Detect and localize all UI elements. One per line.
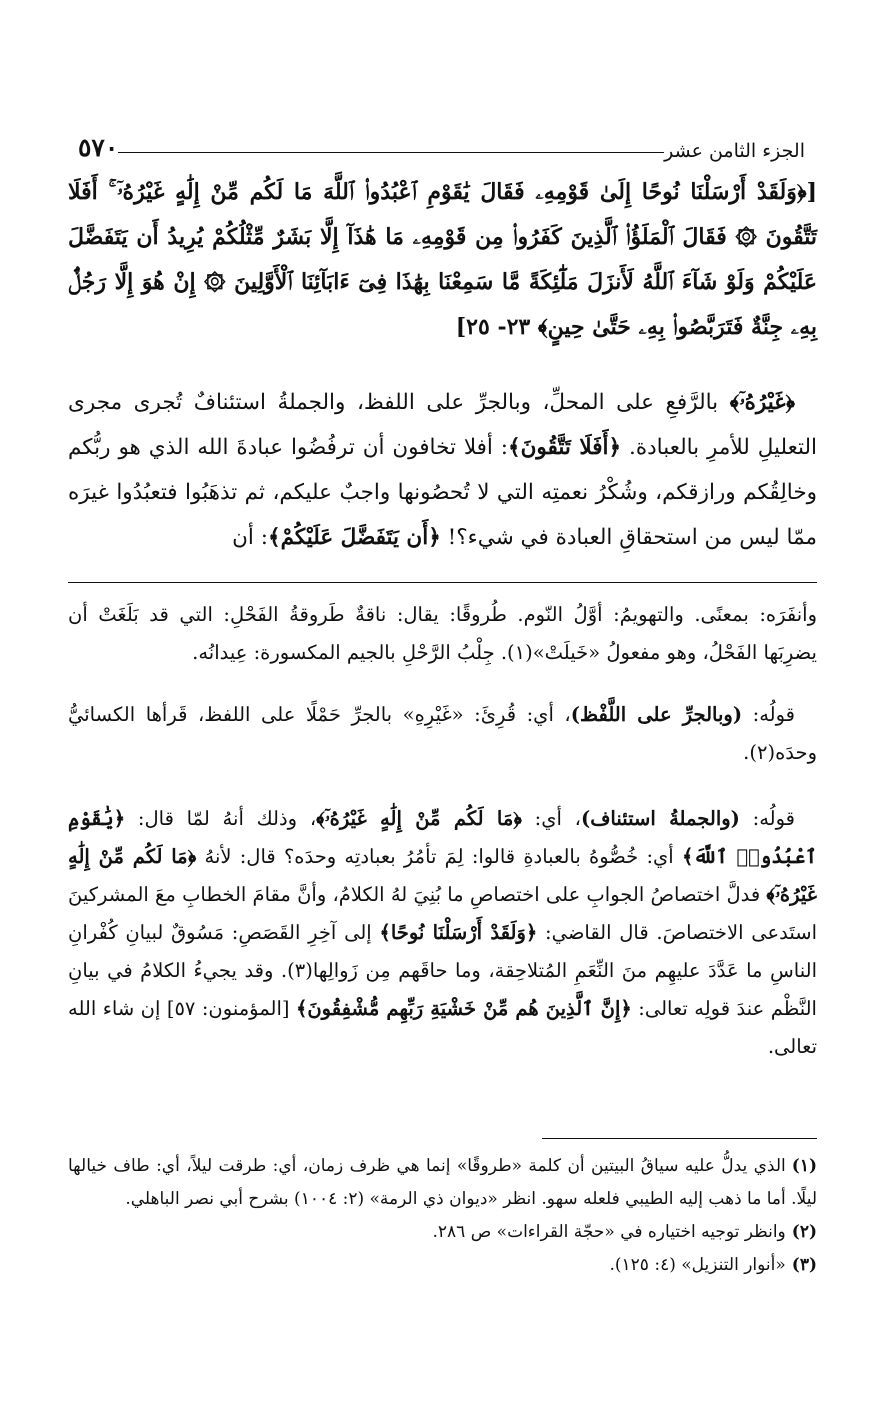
footnote-divider bbox=[542, 1138, 817, 1139]
gloss-paragraph bbox=[68, 800, 817, 1066]
gloss-segment: إلى آخِرِ القَصَصِ: مَسُوقٌ لبيانِ كُفْرانِ الناسِ ما عَدَّدَ عليهِم منَ النِّعَمِ المُتلاحِقة، وما حاقَهم مِن زَوالِها(٣). وقد يجيءُ الكلامُ في بيانِ النَّظْم عندَ قولِه تعالى: bbox=[68, 921, 817, 1020]
quran-quote: ﴿غَيْرُهُۥٓ﴾ bbox=[729, 390, 795, 415]
footnote-number: (١) bbox=[791, 1156, 817, 1176]
footnote-number: (٣) bbox=[791, 1255, 817, 1275]
page-header bbox=[68, 122, 815, 162]
footnote-text: الذي يدلُّ عليه سياقُ البيتين أن كلمة «طروقًا» إنما هي ظرف زمان، أي: طرقت ليلاً، أي: طاف خيالها ليلًا. أما ما ذهب إليه الطيبي فلعله سهو. انظر «ديوان ذي الرمة» (٢: ١٠٠٤) بشرح أبي نصر الباهلي. bbox=[68, 1156, 817, 1209]
commentary-text bbox=[68, 380, 817, 560]
gloss-lemma: (والجملةُ استئناف) bbox=[580, 807, 740, 830]
gloss-segment: ، أي: bbox=[521, 807, 581, 830]
gloss-segment: ، وذلك أنهُ لمّا قال: bbox=[125, 807, 317, 830]
quran-verse-block: [﴿وَلَقَدْ أَرْسَلْنَا نُوحًا إِلَىٰ قَوْمِهِۦ فَقَالَ يَٰقَوْمِ ٱعْبُدُوا۟ ٱللَّهَ مَا لَكُم مِّنْ إِلَٰهٍ غَيْرُهُۥٓ ۚ أَفَلَا تَتَّقُونَ ۞ فَقَالَ ٱلْمَلَؤُا۟ ٱلَّذِينَ كَفَرُوا۟ مِن قَوْمِهِۦ مَا هَٰذَآ إِلَّا بَشَرٌ مِّثْلُكُمْ يُرِيدُ أَن يَتَفَضَّلَ عَلَيْكُمْ وَلَوْ شَآءَ ٱللَّهُ لَأَنزَلَ مَلَٰٓئِكَةً مَّا سَمِعْنَا بِهَٰذَا فِىٓ ءَابَآئِنَا ٱلْأَوَّلِينَ ۞ إِنْ هُوَ إِلَّا رَجُلٌۢ بِهِۦ جِنَّةٌ فَتَرَبَّصُوا۟ بِهِۦ حَتَّىٰ حِينٍ﴾ ٢٣- ٢٥] bbox=[68, 179, 817, 340]
quran-quote: ﴿إِنَّ ٱلَّذِينَ هُم مِّنْ خَشْيَةِ رَبِّهِم مُّشْفِقُونَ﴾ bbox=[295, 997, 632, 1020]
footnote-item bbox=[68, 1150, 817, 1216]
quran-quote: ﴿مَا لَكُم مِّنْ إِلَٰهٍ غَيْرُهُۥٓ﴾ bbox=[316, 807, 522, 830]
gloss-segment: [المؤمنون: ٥٧] إن شاء الله تعالى. bbox=[68, 997, 817, 1058]
section-divider bbox=[68, 582, 817, 583]
quran-quote: ﴿وَلَقَدْ أَرْسَلْنَا نُوحًا﴾ bbox=[379, 921, 538, 944]
gloss-segment: فدلَّ اختصاصُ الجوابِ على اختصاصِ ما بُنِيَ لهُ الكلامُ، وأنَّ مقامَ الخطابِ معَ المشركينَ استَدعى الاختصاصَ. قال القاضي: bbox=[68, 883, 817, 944]
footnotes bbox=[68, 1150, 817, 1282]
part-title: الجزء الثامن عشر bbox=[664, 140, 805, 162]
footnote-text: وانظر توجيه اختياره في «حجّة القراءات» ص ٢٨٦. bbox=[432, 1222, 786, 1242]
gloss-paragraph: وأنفَرَه: بمعنًى. والتهويمُ: أوَّلُ النّوم. طُروقًا: يقال: ناقةٌ طَروقةُ الفَحْلِ: التي قد بَلَغَتْ أن يضرِبَها الفَحْلُ، وهو مفعولُ «خَيلَتْ»(١). جِلْبُ الرَّحْلِ بالجيم المكسورة: عِيدانُه. bbox=[68, 603, 817, 664]
quran-quote: ﴿يَٰقَوْمِ ٱعْبُدُوا۟ ٱللَّهَ﴾ bbox=[68, 807, 817, 868]
commentary-segment: : أفلا تخافون أن ترفُضُوا عبادةَ الله الذي هو ربُّكم وخالِقُكم ورازقكم، وشُكْرُ نعمتِه التي لا تُحصُونها واجبٌ عليكم، ثم تذهَبُوا فتعبُدُوا غيرَه ممّا ليس من استحقاقِ العبادة في شيء؟! bbox=[68, 435, 817, 550]
commentary-segment: : أن bbox=[232, 525, 268, 550]
gloss-lemma: (وبالجرِّ على اللَّفْظ) bbox=[570, 703, 743, 726]
gloss-segment: قولُه: bbox=[739, 807, 796, 830]
quran-quote: ﴿أَن يَتَفَضَّلَ عَلَيْكُمْ﴾ bbox=[267, 525, 441, 550]
footnote-number: (٢) bbox=[791, 1222, 817, 1242]
footnote-item bbox=[68, 1216, 817, 1249]
footnote-text: «أنوار التنزيل» (٤: ١٢٥). bbox=[609, 1255, 786, 1275]
gloss-segment: أي: خُصُّوهُ بالعبادةِ قالوا: لِمَ تأمُرُ بعبادتِه وحدَه؟ قال: لأنهُ bbox=[196, 845, 682, 868]
gloss-paragraph bbox=[68, 696, 817, 772]
quran-quote: ﴿أَفَلَا تَتَّقُونَ﴾ bbox=[508, 435, 622, 460]
quran-quote: ﴿مَا لَكُم مِّنْ إِلَٰهٍ غَيْرُهُۥٓ﴾ bbox=[68, 845, 817, 906]
footnote-item bbox=[68, 1249, 817, 1282]
page-number: ٥٧٠ bbox=[78, 133, 119, 162]
header-rule bbox=[118, 152, 664, 153]
commentary-segment: بالرَّفعِ على المحلِّ، وبالجرِّ على اللفظ، والجملةُ استئنافٌ تُجرى مجرى التعليلِ للأمرِ بالعبادة. bbox=[68, 390, 817, 460]
gloss-segment: قولُه: bbox=[742, 703, 795, 726]
gloss-segment: ، أي: قُرِئَ: «غَيْرِهِ» بالجرِّ حَمْلًا على اللفظ، قَرأها الكسائيُّ وحدَه(٢). bbox=[68, 703, 817, 764]
